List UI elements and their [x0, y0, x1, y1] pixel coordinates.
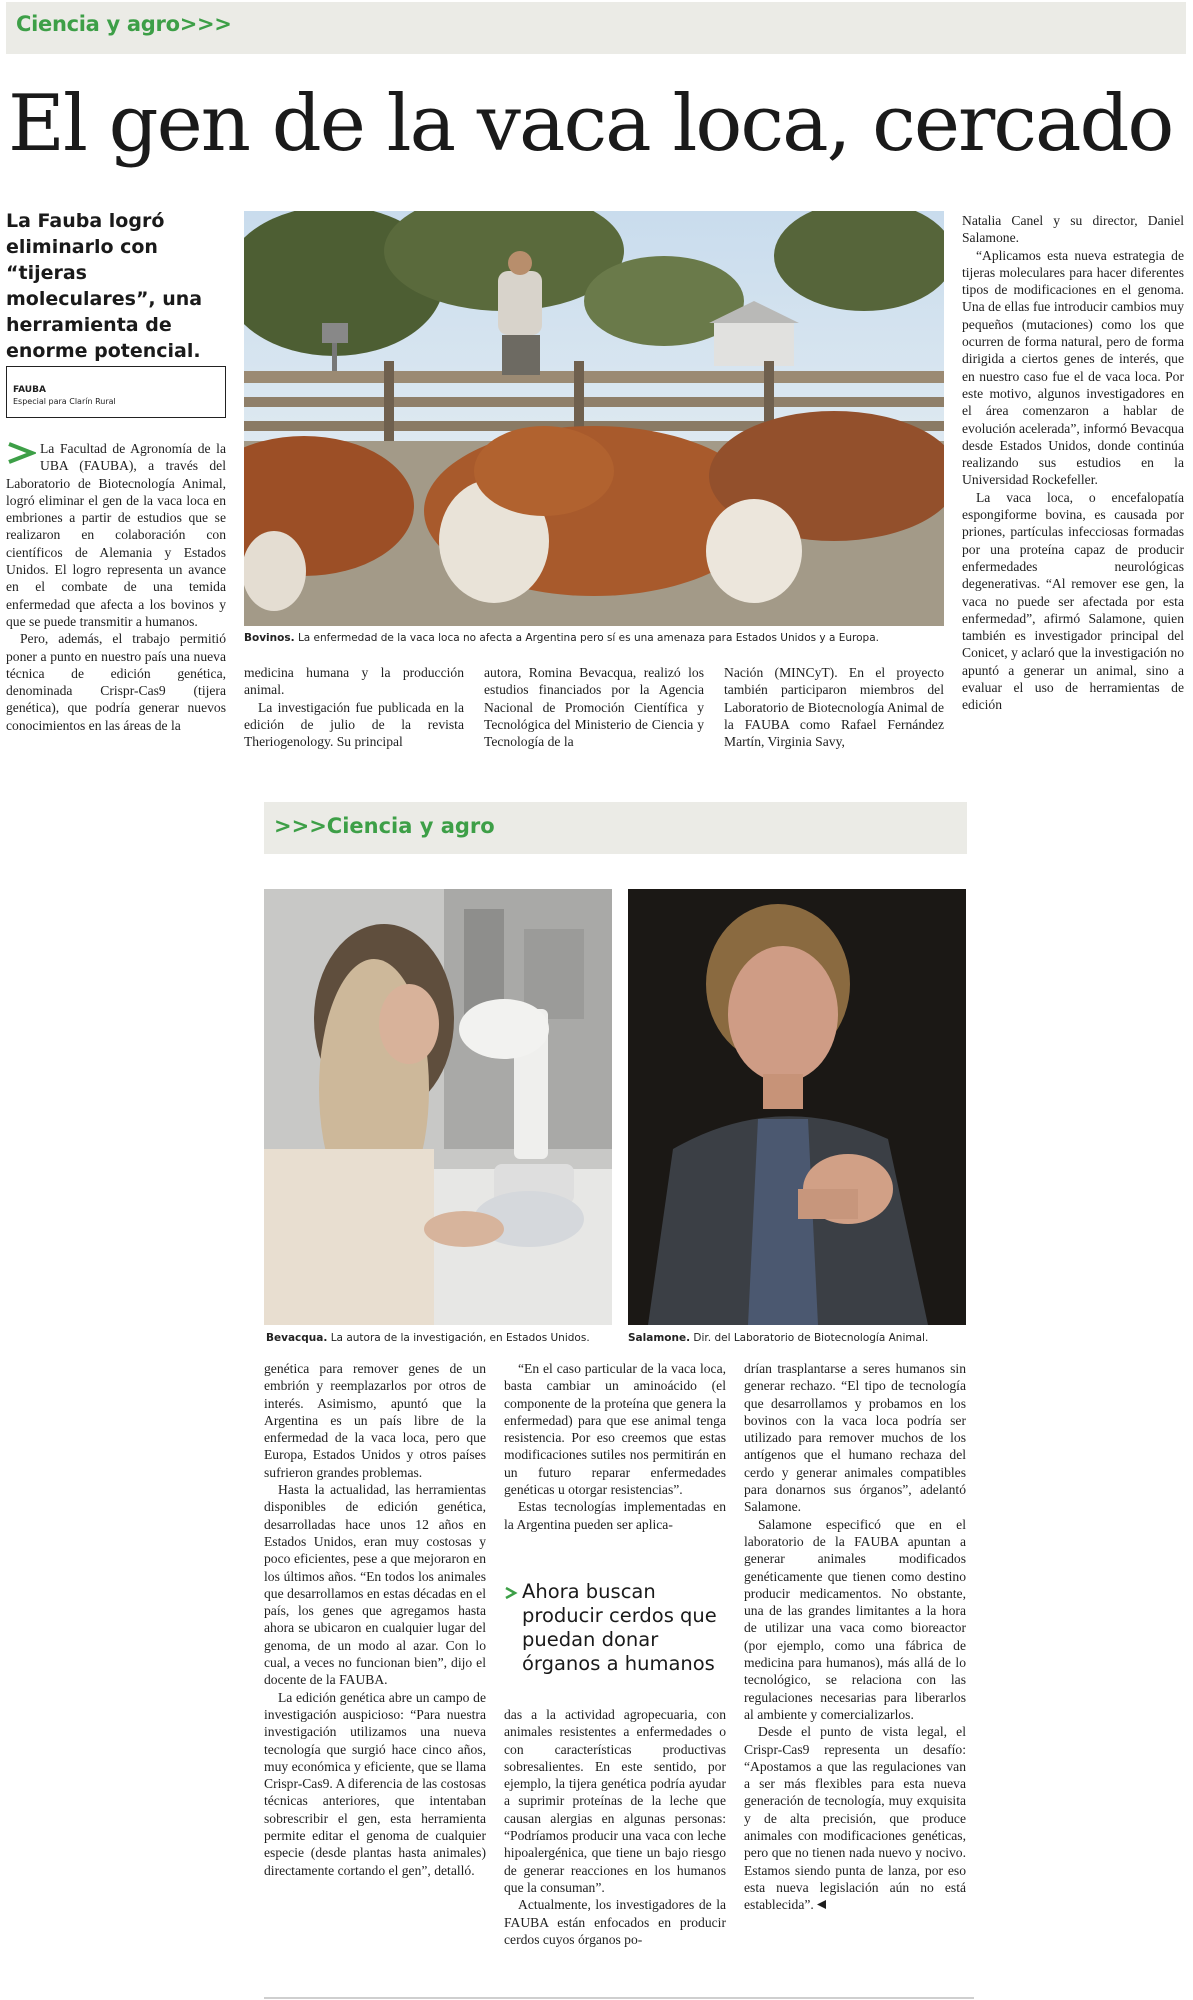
- paragraph: genética para remover genes de un embrión y reemplazarlos por otros de interés. Asimismo, apuntó que la Argentina es un país libre de la enfermedad de la vaca loca, pero que Europa, Estados Unidos y otros países sufrieron grandes problemas.: [264, 1361, 486, 1480]
- article-column-5: [962, 212, 1184, 752]
- paragraph: medicina humana y la producción animal.: [244, 665, 464, 698]
- byline-name: FAUBA: [13, 385, 46, 395]
- lede: La Fauba logró eliminarlo con “tijeras moleculares”, una herramienta de enorme potencial.: [6, 210, 203, 362]
- paragraph: Natalia Canel y su director, Daniel Salamone.: [962, 213, 1184, 246]
- caption-text: Dir. del Laboratorio de Biotecnología Animal.: [693, 1332, 929, 1344]
- paragraph: La vaca loca, o encefalopatía espongiforme bovina, es causada por priones, partículas infecciosas formadas por una proteína capaz de producir enfermedades neurológicas degenerativas. “Al remover ese gen, la vaca no puede ser afectada por esta enfermedad”, afirmó Salamone, quien también es investigador principal del Conicet, y aclaró que la investigación no apuntó a generar un animal, sino a evaluar el uso de herramientas de edición: [962, 489, 1184, 713]
- speaker-caption: [628, 1331, 928, 1345]
- section-label: Ciencia y agro>>>: [16, 12, 232, 36]
- paragraph: autora, Romina Bevacqua, realizó los estudios financiados por la Agencia Nacional de Promoción Científica y Tecnológica del Ministerio de Ciencia y Tecnología de la: [484, 665, 704, 750]
- paragraph: Actualmente, los investigadores de la FAUBA están enfocados en producir cerdos cuyos órganos po-: [504, 1897, 726, 1947]
- section-label-2: >>>Ciencia y agro: [274, 814, 495, 838]
- caption-text: La enfermedad de la vaca loca no afecta a Argentina pero sí es una amenaza para Estados Unidos y a Europa.: [297, 632, 879, 644]
- section-header-band-2: [264, 802, 967, 854]
- caption-bold: Bevacqua.: [266, 1332, 328, 1344]
- paragraph-text: Desde el punto de vista legal, el Crispr-Cas9 representa un desafío: “Apostamos a que las regulaciones van a ser más flexibles para esta nueva generación de tecnología, muy exquisita y de alta precisión, que produce animales con modificaciones genéticas, pero que no tienen nada nuevo y nocivo. Estamos siendo punta de lanza, por eso esta nueva legislación aún no está establecida”.: [744, 1724, 966, 1913]
- paragraph: [744, 1723, 966, 1913]
- lab-photo: [264, 889, 612, 1325]
- article-column-4: [724, 664, 944, 752]
- paragraph: “Aplicamos esta nueva estrategia de tijeras moleculares para hacer diferentes tipos de modificaciones en el genoma. Una de ellas fue introducir cambios muy pequeños (mutaciones) como los que ocurren de forma natural, pero de forma dirigida a ciertos genes de interés, que en nuestro caso fue el de vaca loca. Por este motivo, algunos investigadores en el área comenzaron a hablar de evolución acelerada”, informó Bevacqua desde Estados Unidos, donde continúa realizando sus estudios en la Universidad Rockefeller.: [962, 247, 1184, 488]
- byline-box: [6, 366, 226, 418]
- article-column-7-lower: [504, 1706, 726, 1966]
- paragraph: “En el caso particular de la vaca loca, basta cambiar un aminoácido (el componente de la proteína que genera la enfermedad) para que ese animal tenga resistencia. Por eso creemos que estas modificaciones sutiles nos permitirán en un futuro reparar enfermedades genéticas u otorgar resistencias”.: [504, 1361, 726, 1498]
- paragraph: La investigación fue publicada en la edición de julio de la revista Theriogenology. Su principal: [244, 699, 464, 750]
- paragraph: Pero, además, el trabajo permitió poner a punto en nuestro país una nueva técnica de edición genética, denominada Crispr-Cas9 (tijera genética), que podría generar nuevos conocimientos en las áreas de la: [6, 631, 226, 733]
- paragraph: Nación (MINCyT). En el proyecto también participaron miembros del Laboratorio de Biotecnología Animal de la FAUBA como Rafael Fernández Martín, Virginia Savy,: [724, 665, 944, 750]
- lab-caption: [266, 1331, 590, 1345]
- paragraph: drían trasplantarse a seres humanos sin generar rechazo. “El tipo de tecnología que desarrollamos y probamos en los bovinos con la vaca loca podría ser utilizado para remover muchos de los antígenos que el humano rechaza del cerdo y generar animales compatibles para donarnos sus órganos”, adelantó Salamone.: [744, 1361, 966, 1515]
- paragraph: Hasta la actualidad, las herramientas disponibles de edición genética, desarrolladas hace unos 12 años en Estados Unidos, eran muy costosas y poco eficientes, pese a que mejoraron en los últimos años. “En todos los animales que desarrollamos en estas décadas en el país, los genes que agregamos hasta ahora se ubicaron en cualquier lugar del genoma, de un modo al azar. Con lo cual, a veces no funcionan bien”, dijo el docente de la FAUBA.: [264, 1482, 486, 1688]
- pull-quote-text: Ahora buscan producir cerdos que puedan donar órganos a humanos: [522, 1580, 717, 1675]
- article-column-6: [264, 1360, 486, 1965]
- chevron-right-icon: [6, 442, 36, 464]
- paragraph-text: La Facultad de Agronomía de la UBA (FAUBA), a través del Laboratorio de Biotecnología Animal, logró eliminar el gen de la vaca loca en embriones a partir de estudios que se realizaron en colaboración con científicos de Alemania y Estados Unidos. El logro representa un avance en el combate de una temida enfermedad que afecta a los bovinos y que se puede transmitir a humanos.: [6, 441, 226, 629]
- headline: El gen de la vaca loca, cercado: [8, 79, 1173, 169]
- speaker-photo: [628, 889, 966, 1325]
- article-column-1: [6, 440, 226, 752]
- article-column-3: [484, 664, 704, 752]
- byline-role: Especial para Clarín Rural: [13, 397, 116, 406]
- bottom-rule: [264, 1997, 974, 1999]
- paragraph: Estas tecnologías implementadas en la Argentina pueden ser aplica-: [504, 1499, 726, 1532]
- chevron-right-icon: [504, 1586, 518, 1600]
- article-column-8: [744, 1360, 966, 1965]
- lab-illustration: [264, 889, 612, 1325]
- cattle-photo: [244, 211, 944, 626]
- pull-quote: [504, 1580, 724, 1676]
- speaker-illustration: [628, 889, 966, 1325]
- paragraph: [6, 440, 226, 630]
- caption-bold: Salamone.: [628, 1332, 691, 1344]
- caption-text: La autora de la investigación, en Estados Unidos.: [330, 1332, 590, 1344]
- section-header-band: [6, 2, 1186, 54]
- article-column-7-upper: [504, 1360, 726, 1560]
- cattle-caption: [244, 631, 879, 645]
- paragraph: La edición genética abre un campo de investigación auspicioso: “Para nuestra investigación utilizamos una nueva tecnología que surgió hace cinco años, muy económica y eficiente, que se llama Crispr-Cas9. A diferencia de las costosas técnicas anteriores, que intentaban sobrescribir el gen, esta herramienta permite editar el genoma de cualquier especie (desde plantas hasta animales) directamente cortando el gen”, detalló.: [264, 1689, 486, 1878]
- paragraph: das a la actividad agropecuaria, con animales resistentes a enfermedades o con características productivas sobresalientes. En este sentido, por ejemplo, la tijera genética podría ayudar a suprimir proteínas de la leche que causan alergias en algunas personas: “Podríamos producir una vaca con leche hipoalergénica, que tiene un bajo riesgo de generar reacciones en los humanos que la consuman”.: [504, 1707, 726, 1895]
- cattle-illustration: [244, 211, 944, 626]
- end-mark-icon: [817, 1900, 826, 1909]
- article-column-2: [244, 664, 464, 752]
- caption-bold: Bovinos.: [244, 632, 295, 644]
- paragraph: Salamone especificó que en el laboratorio de la FAUBA apuntan a generar animales modificados genéticamente que tienen como destino producir medicamentos. No obstante, una de las grandes limitantes a la hora de utilizar una vaca como bioreactor (por ejemplo, como una fábrica de medicina para humanos), más allá de lo tecnológico, se relaciona con las regulaciones necesarias para liberarlos al ambiente y comercializarlos.: [744, 1516, 966, 1722]
